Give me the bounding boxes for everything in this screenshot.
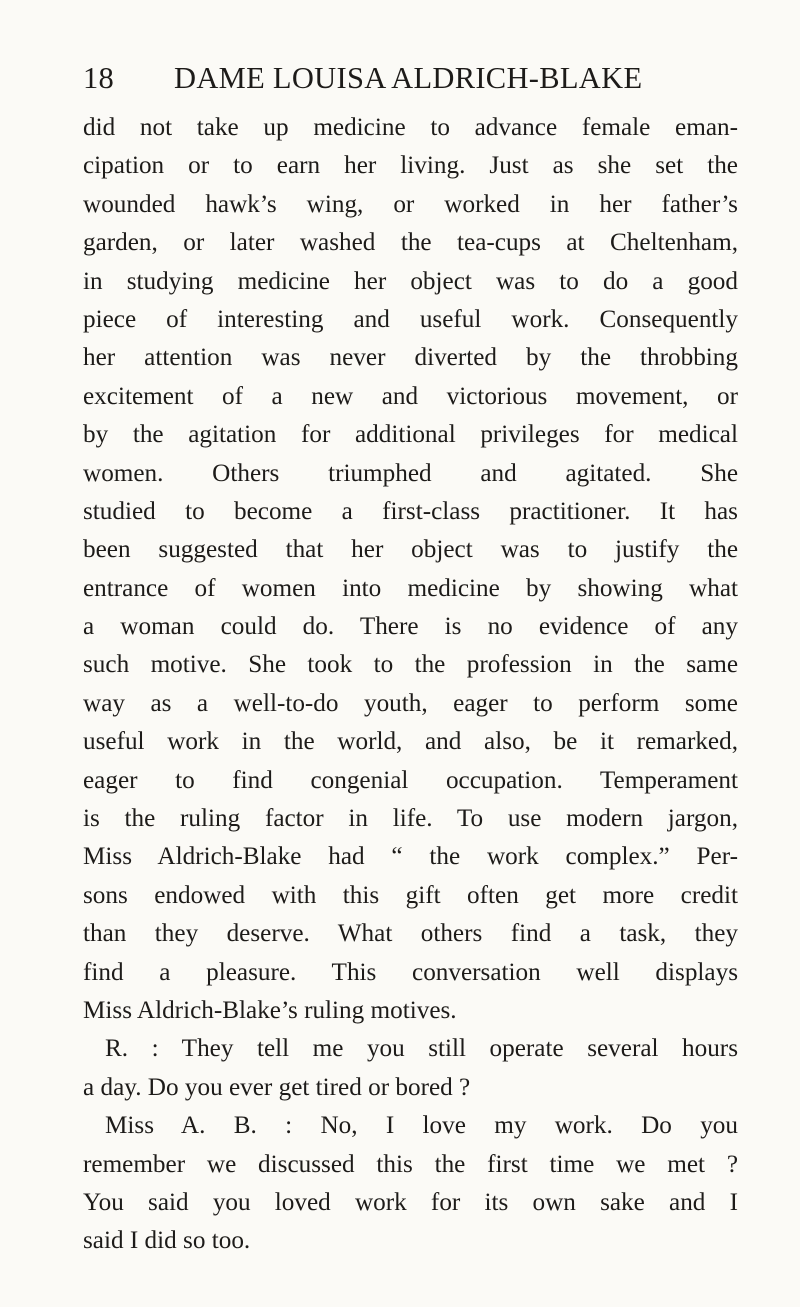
text-line: sons endowed with this gift often get more credit	[83, 881, 738, 909]
running-head	[83, 58, 723, 98]
text-line: cipation or to earn her living. Just as she set the	[83, 152, 738, 180]
text-line: been suggested that her object was to justify the	[83, 536, 738, 564]
text-line: her attention was never diverted by the throbbing	[83, 344, 738, 372]
text-line: in studying medicine her object was to do a good	[83, 267, 738, 295]
text-line: a woman could do. There is no evidence of any	[83, 613, 738, 641]
text-line: studied to become a first-class practitioner. It has	[83, 497, 738, 525]
text-line: piece of interesting and useful work. Consequently	[83, 305, 738, 333]
text-line: eager to find congenial occupation. Temperament	[83, 766, 738, 794]
dialogue-line: You said you loved work for its own sake and I	[83, 1188, 738, 1216]
text-line: women. Others triumphed and agitated. She	[83, 459, 738, 487]
dialogue-line: R. : They tell me you still operate several hours	[105, 1035, 738, 1063]
dialogue-line: a day. Do you ever get tired or bored ?	[83, 1073, 471, 1101]
text-line: useful work in the world, and also, be it remarked,	[83, 728, 738, 756]
text-line: such motive. She took to the profession in the same	[83, 651, 738, 679]
text-line: excitement of a new and victorious movement, or	[83, 382, 738, 410]
text-line: by the agitation for additional privileges for medical	[83, 421, 738, 449]
text-line: find a pleasure. This conversation well displays	[83, 958, 738, 986]
text-line: than they deserve. What others find a task, they	[83, 920, 738, 948]
text-line: garden, or later washed the tea-cups at Cheltenham,	[83, 229, 738, 257]
body-text	[83, 109, 738, 1261]
dialogue-line: Miss A. B. : No, I love my work. Do you	[105, 1112, 738, 1140]
text-line: entrance of women into medicine by showing what	[83, 574, 738, 602]
text-line: wounded hawk’s wing, or worked in her father’s	[83, 190, 738, 218]
text-line: is the ruling factor in life. To use modern jargon,	[83, 805, 738, 833]
text-line: Miss Aldrich-Blake had “ the work complex.” Per-	[83, 843, 738, 871]
dialogue-line: said I did so too.	[83, 1227, 251, 1255]
running-title: DAME LOUISA ALDRICH-BLAKE	[174, 61, 643, 95]
text-line: did not take up medicine to advance female eman-	[83, 114, 738, 141]
text-line: way as a well-to-do youth, eager to perform some	[83, 689, 738, 717]
page-number: 18	[83, 61, 115, 95]
text-line: Miss Aldrich-Blake’s ruling motives.	[83, 996, 457, 1024]
dialogue-line: remember we discussed this the first time we met ?	[83, 1150, 738, 1178]
